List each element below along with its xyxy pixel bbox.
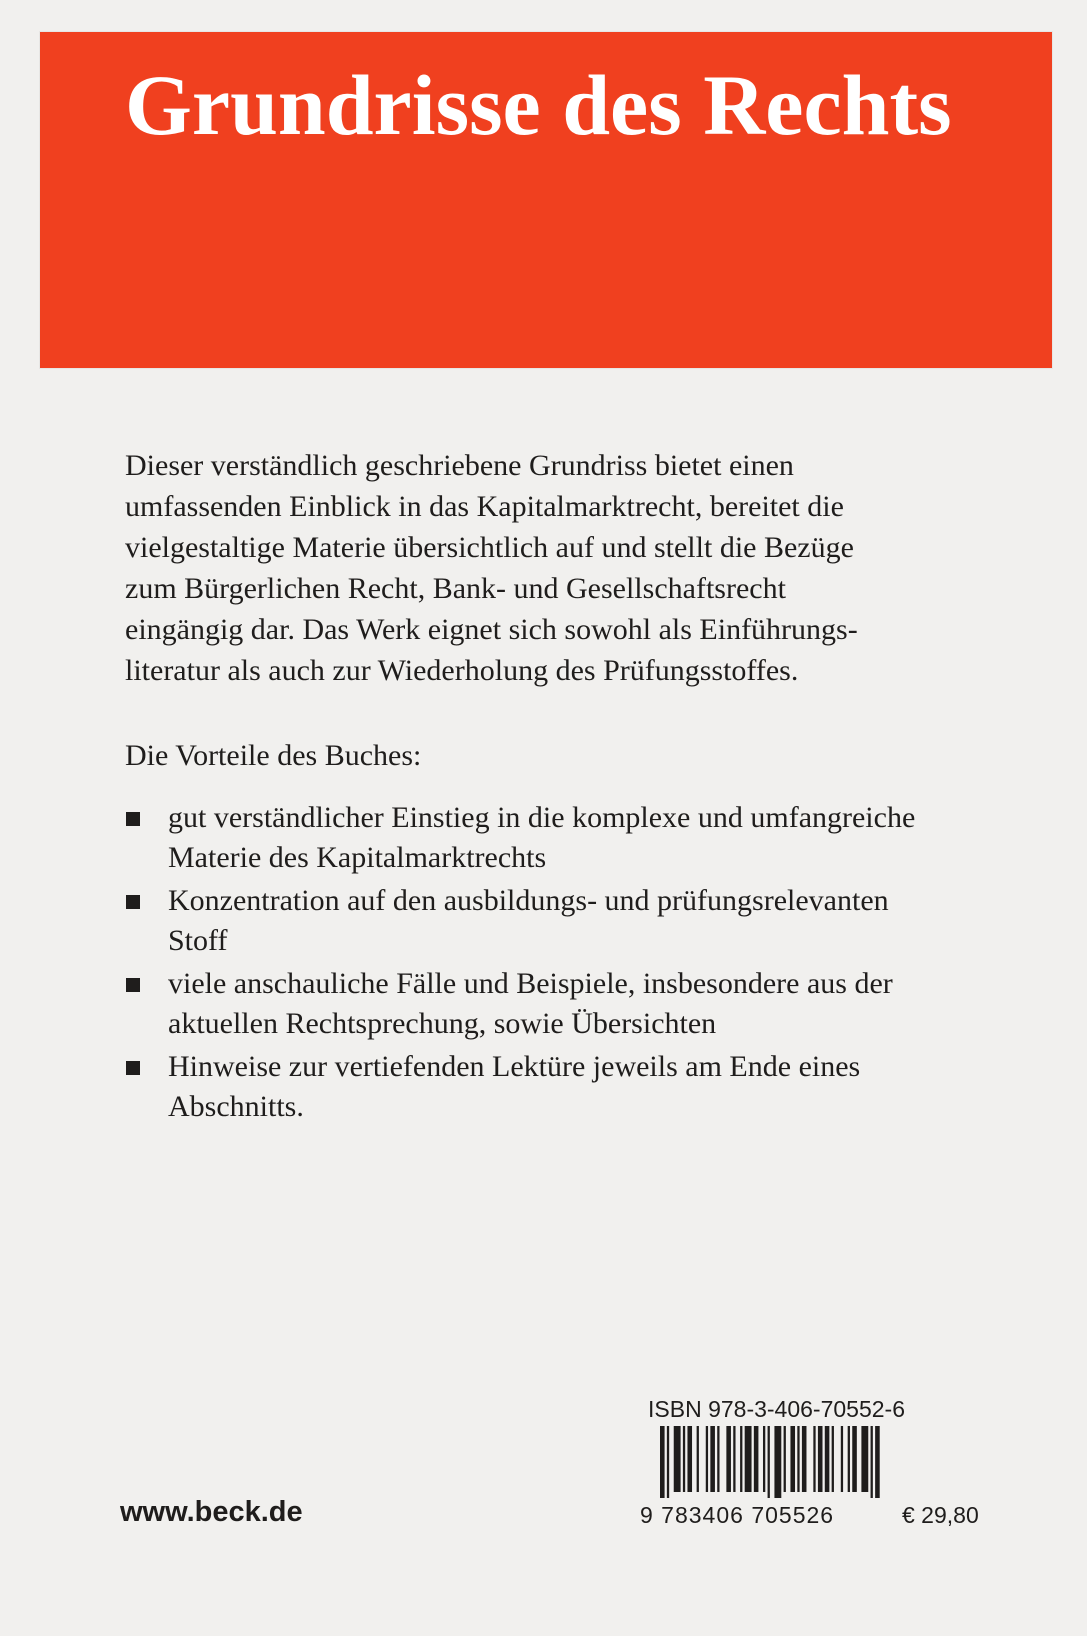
advantages-heading: Die Vorteile des Buches: [125,739,422,772]
isbn-label: ISBN 978-3-406-70552-6 [648,1396,905,1422]
barcode-bar [745,1426,752,1492]
barcode-bar [790,1426,795,1492]
barcode-bar [763,1426,765,1492]
barcode-bar [818,1426,823,1492]
barcode-bar [832,1426,834,1492]
barcode-bar [861,1426,868,1492]
barcode-bar [674,1426,681,1492]
list-item-line: Abschnitts. [168,1090,304,1123]
intro-line: umfassenden Einblick in das Kapitalmarktrecht, bereitet die [125,490,844,523]
bullet-square-icon [126,895,140,909]
price-label: € 29,80 [902,1502,979,1528]
barcode-bar [802,1426,807,1492]
title-banner [40,32,1052,368]
list-item-line: Hinweise zur vertiefenden Lektüre jeweils am Ende eines [168,1050,861,1083]
barcode-bar [726,1426,731,1492]
list-item-line: Materie des Kapitalmarktrechts [168,841,547,874]
intro-line: eingängig dar. Das Werk eignet sich sowohl als Einführungs- [125,613,858,646]
list-item [125,1047,1045,1130]
barcode-bar [768,1426,770,1498]
barcode-bar [871,1426,873,1498]
barcode-bar [797,1426,799,1492]
list-item [125,964,1045,1047]
intro-paragraph [125,445,1045,691]
bullet-square-icon [126,978,140,992]
barcode-bar [697,1426,699,1492]
barcode-digits: 9 783406 705526 [640,1502,835,1528]
barcode-bar [733,1426,735,1492]
barcode-bar [706,1426,708,1492]
intro-line: vielgestaltige Materie übersichtlich auf und stellt die Bezüge [125,531,854,564]
list-item [125,881,1045,964]
barcode-bar [774,1426,781,1498]
barcode-bar [852,1426,857,1492]
barcode-bar [848,1426,850,1492]
list-item [125,798,1045,881]
barcode-bar [825,1426,830,1492]
list-item-line: aktuellen Rechtsprechung, sowie Übersichten [168,1007,717,1040]
advantages-list [125,798,1045,1130]
barcode-bar [813,1426,815,1492]
list-item-line: viele anschauliche Fälle und Beispiele, insbesondere aus der [168,967,893,1000]
list-item-line: Stoff [168,924,228,957]
barcode-bar [667,1426,669,1498]
intro-line: literatur als auch zur Wiederholung des Prüfungsstoffes. [125,654,799,687]
barcode-bar [754,1426,759,1492]
barcode-bar [841,1426,843,1492]
list-item-line: Konzentration auf den ausbildungs- und prüfungsrelevanten [168,884,889,917]
barcode-bar [710,1426,715,1492]
barcode-icon [660,1426,882,1498]
barcode-bar [875,1426,880,1498]
barcode-bar [660,1426,665,1498]
barcode-bar [683,1426,685,1492]
bullet-square-icon [126,1061,140,1075]
barcode-bar [740,1426,742,1492]
barcode-bar [717,1426,719,1492]
intro-line: zum Bürgerlichen Recht, Bank- und Gesellschaftsrecht [125,572,786,605]
barcode-bar [784,1426,786,1492]
bullet-square-icon [126,812,140,826]
series-title: Grundrisse des Rechts [125,57,952,153]
publisher-website: www.beck.de [120,1496,303,1528]
barcode-bar [687,1426,692,1492]
list-item-line: gut verständlicher Einstieg in die komplexe und umfangreiche [168,801,916,834]
intro-line: Dieser verständlich geschriebene Grundriss bietet einen [125,449,794,482]
